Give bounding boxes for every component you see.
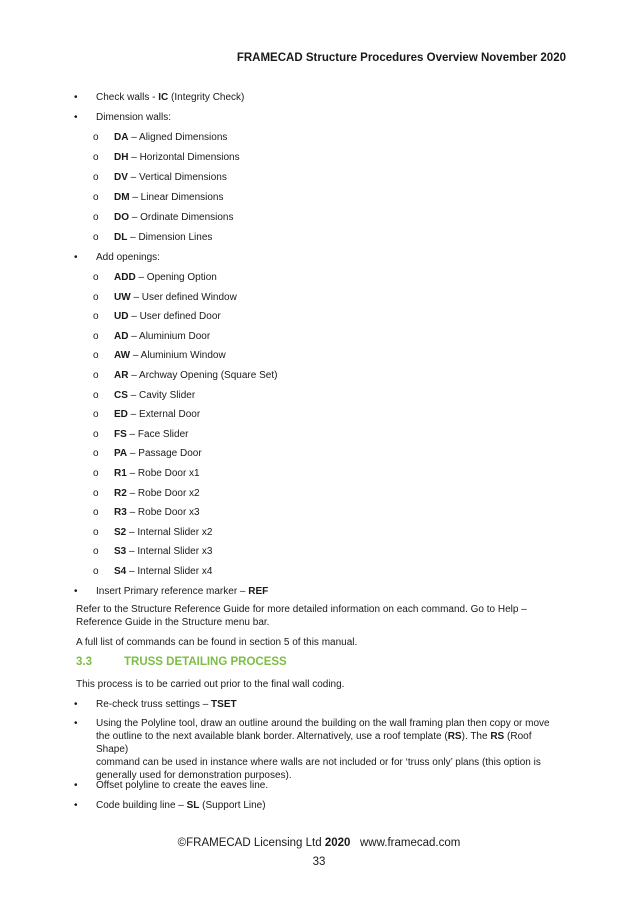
bullet-icon: • xyxy=(74,252,78,263)
circle-marker-icon: o xyxy=(93,172,99,183)
circle-marker-icon: o xyxy=(93,350,99,362)
circle-marker-icon: o xyxy=(93,487,99,499)
bullet-icon: • xyxy=(74,800,78,811)
circle-marker-icon: o xyxy=(93,409,99,421)
circle-marker-icon: o xyxy=(93,507,99,519)
circle-marker-icon: o xyxy=(93,566,99,577)
circle-marker-icon: o xyxy=(93,311,99,323)
circle-marker-icon: o xyxy=(93,526,99,538)
list-item-text: Using the Polyline tool, draw an outline around the building on the wall framing plan then copy or move the outline to the next available blank border. Alternatively, use a roof template (RS). The RS (Roof Shape) command can be used in instance where walls are not included or for ‘truss only’ plans (this option is generally used for demonstration purposes). xyxy=(96,718,550,781)
circle-marker-icon: o xyxy=(93,389,99,401)
circle-marker-icon: o xyxy=(93,212,99,223)
circle-marker-icon: o xyxy=(93,330,99,342)
paragraph-refer: Refer to the Structure Reference Guide for more detailed information on each command. Go to Help – Reference Guide in the Structure menu bar. xyxy=(76,604,527,628)
circle-marker-icon: o xyxy=(93,192,99,203)
circle-marker-icon: o xyxy=(93,232,99,243)
bullet-icon: • xyxy=(74,586,78,597)
circle-marker-icon: o xyxy=(93,132,99,143)
bullet-icon: • xyxy=(74,699,78,710)
circle-marker-icon: o xyxy=(93,370,99,381)
paragraph-full-list: A full list of commands can be found in section 5 of this manual. xyxy=(76,637,358,648)
bullet-icon: • xyxy=(74,780,78,791)
circle-marker-icon: o xyxy=(93,428,99,440)
paragraph-process: This process is to be carried out prior to the final wall coding. xyxy=(76,679,345,690)
circle-marker-icon: o xyxy=(93,272,99,283)
page-footer: ©FRAMECAD Licensing Ltd 2020 www.framecad.com xyxy=(177,837,461,849)
page-number: 33 xyxy=(312,856,326,868)
circle-marker-icon: o xyxy=(93,152,99,163)
circle-marker-icon: o xyxy=(93,448,99,460)
circle-marker-icon: o xyxy=(93,291,99,303)
page-header: FRAMECAD Structure Procedures Overview November 2020 xyxy=(236,52,566,64)
bullet-icon: • xyxy=(74,718,78,729)
circle-marker-icon: o xyxy=(93,546,99,558)
circle-marker-icon: o xyxy=(93,468,99,479)
bullet-icon: • xyxy=(74,92,78,103)
bullet-icon: • xyxy=(74,112,78,123)
